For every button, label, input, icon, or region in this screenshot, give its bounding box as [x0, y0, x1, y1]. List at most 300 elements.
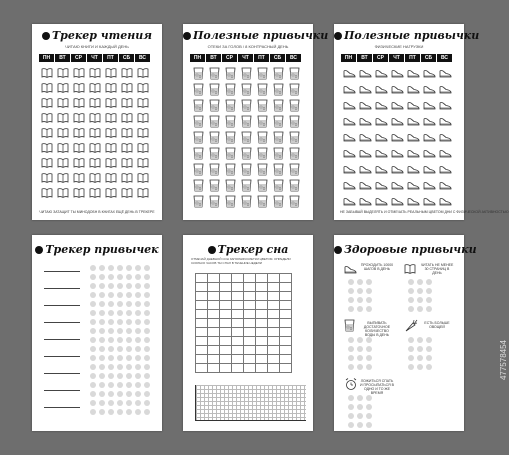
water-glass-icon[interactable] — [254, 97, 270, 113]
sleep-cell[interactable] — [220, 310, 232, 319]
water-glass-icon[interactable] — [238, 113, 254, 129]
sleep-cell[interactable] — [268, 346, 280, 355]
sleep-cell[interactable] — [232, 355, 244, 364]
book-icon[interactable] — [39, 155, 55, 170]
water-glass-icon[interactable] — [222, 145, 238, 161]
habit-dot[interactable] — [135, 391, 141, 397]
book-icon[interactable] — [119, 140, 135, 155]
water-glass-icon[interactable] — [206, 177, 222, 193]
sleep-cell[interactable] — [196, 337, 208, 346]
habit-dot[interactable] — [90, 391, 96, 397]
sleep-cell[interactable] — [280, 346, 292, 355]
habit-dot[interactable] — [90, 337, 96, 343]
health-dot[interactable] — [357, 306, 363, 312]
habit-dot[interactable] — [135, 301, 141, 307]
habit-dot[interactable] — [90, 355, 96, 361]
water-glass-icon[interactable] — [238, 65, 254, 81]
health-dot[interactable] — [408, 355, 414, 361]
habit-dot[interactable] — [108, 301, 114, 307]
habit-dot[interactable] — [117, 346, 123, 352]
habit-name-line[interactable] — [44, 339, 80, 340]
sneaker-icon[interactable] — [373, 81, 389, 97]
sleep-cell[interactable] — [244, 364, 256, 373]
habit-name-line[interactable] — [44, 305, 80, 306]
sleep-cell[interactable] — [280, 355, 292, 364]
water-glass-icon[interactable] — [190, 177, 206, 193]
sleep-cell[interactable] — [208, 328, 220, 337]
sneaker-icon[interactable] — [357, 193, 373, 209]
habit-name-line[interactable] — [44, 322, 80, 323]
habit-dot[interactable] — [108, 373, 114, 379]
book-icon[interactable] — [87, 140, 103, 155]
sleep-cell[interactable] — [280, 274, 292, 283]
book-icon[interactable] — [119, 80, 135, 95]
sleep-cell[interactable] — [232, 274, 244, 283]
health-dot[interactable] — [348, 337, 354, 343]
water-glass-icon[interactable] — [222, 129, 238, 145]
water-glass-icon[interactable] — [254, 81, 270, 97]
book-icon[interactable] — [87, 110, 103, 125]
habit-name-line[interactable] — [44, 407, 80, 408]
habit-dot[interactable] — [144, 310, 150, 316]
sneaker-icon[interactable] — [405, 97, 421, 113]
sneaker-icon[interactable] — [437, 65, 453, 81]
health-dot[interactable] — [357, 413, 363, 419]
water-glass-icon[interactable] — [254, 113, 270, 129]
health-dot[interactable] — [408, 364, 414, 370]
book-icon[interactable] — [103, 185, 119, 200]
sleep-cell[interactable] — [196, 346, 208, 355]
habit-dot[interactable] — [126, 382, 132, 388]
book-icon[interactable] — [103, 95, 119, 110]
health-dot[interactable] — [366, 306, 372, 312]
book-icon[interactable] — [55, 125, 71, 140]
sleep-cell[interactable] — [220, 274, 232, 283]
sleep-cell[interactable] — [244, 319, 256, 328]
habit-dot[interactable] — [117, 409, 123, 415]
habit-dot[interactable] — [126, 301, 132, 307]
sneaker-icon[interactable] — [421, 145, 437, 161]
book-icon[interactable] — [135, 170, 151, 185]
health-dot[interactable] — [426, 337, 432, 343]
habit-dot[interactable] — [144, 409, 150, 415]
health-dot[interactable] — [357, 297, 363, 303]
habit-dot[interactable] — [135, 319, 141, 325]
book-icon[interactable] — [71, 80, 87, 95]
water-glass-icon[interactable] — [222, 97, 238, 113]
book-icon[interactable] — [55, 155, 71, 170]
water-glass-icon[interactable] — [270, 129, 286, 145]
water-glass-icon[interactable] — [190, 65, 206, 81]
sleep-cell[interactable] — [232, 292, 244, 301]
habit-dot[interactable] — [90, 301, 96, 307]
habit-name-line[interactable] — [44, 390, 80, 391]
health-dot[interactable] — [366, 279, 372, 285]
sneaker-icon[interactable] — [421, 65, 437, 81]
sneaker-icon[interactable] — [357, 161, 373, 177]
water-glass-icon[interactable] — [286, 129, 302, 145]
sneaker-icon[interactable] — [341, 113, 357, 129]
sleep-cell[interactable] — [232, 337, 244, 346]
sneaker-icon[interactable] — [357, 65, 373, 81]
book-icon[interactable] — [119, 110, 135, 125]
book-icon[interactable] — [135, 110, 151, 125]
habit-dot[interactable] — [144, 283, 150, 289]
book-icon[interactable] — [87, 65, 103, 80]
sleep-cell[interactable] — [244, 337, 256, 346]
sleep-cell[interactable] — [220, 355, 232, 364]
habit-dot[interactable] — [90, 373, 96, 379]
book-icon[interactable] — [103, 140, 119, 155]
habit-dot[interactable] — [144, 400, 150, 406]
water-glass-icon[interactable] — [286, 145, 302, 161]
habit-dot[interactable] — [135, 328, 141, 334]
habit-dot[interactable] — [144, 328, 150, 334]
habit-dot[interactable] — [90, 292, 96, 298]
sleep-cell[interactable] — [268, 292, 280, 301]
sneaker-icon[interactable] — [437, 113, 453, 129]
habit-dot[interactable] — [90, 265, 96, 271]
health-dot[interactable] — [408, 337, 414, 343]
book-icon[interactable] — [119, 65, 135, 80]
sleep-cell[interactable] — [232, 283, 244, 292]
habit-name-line[interactable] — [44, 356, 80, 357]
habit-dot[interactable] — [144, 373, 150, 379]
health-dot[interactable] — [348, 297, 354, 303]
habit-dot[interactable] — [108, 355, 114, 361]
health-dot[interactable] — [348, 395, 354, 401]
water-glass-icon[interactable] — [270, 193, 286, 209]
sleep-cell[interactable] — [280, 310, 292, 319]
sleep-cell[interactable] — [256, 364, 268, 373]
sleep-cell[interactable] — [268, 274, 280, 283]
habit-dot[interactable] — [117, 310, 123, 316]
water-glass-icon[interactable] — [238, 129, 254, 145]
health-dot[interactable] — [408, 279, 414, 285]
sleep-cell[interactable] — [268, 364, 280, 373]
sneaker-icon[interactable] — [437, 129, 453, 145]
water-glass-icon[interactable] — [238, 81, 254, 97]
sneaker-icon[interactable] — [341, 129, 357, 145]
habit-dot[interactable] — [99, 337, 105, 343]
sleep-cell[interactable] — [244, 283, 256, 292]
habit-name-line[interactable] — [44, 288, 80, 289]
book-icon[interactable] — [55, 185, 71, 200]
sneaker-icon[interactable] — [357, 81, 373, 97]
water-glass-icon[interactable] — [254, 65, 270, 81]
habit-dot[interactable] — [90, 364, 96, 370]
habit-dot[interactable] — [108, 283, 114, 289]
sneaker-icon[interactable] — [389, 177, 405, 193]
sleep-cell[interactable] — [280, 319, 292, 328]
sleep-cell[interactable] — [220, 283, 232, 292]
health-dot[interactable] — [426, 364, 432, 370]
sneaker-icon[interactable] — [341, 65, 357, 81]
health-dot[interactable] — [366, 364, 372, 370]
habit-dot[interactable] — [108, 382, 114, 388]
habit-dot[interactable] — [99, 328, 105, 334]
health-dot[interactable] — [357, 346, 363, 352]
book-icon[interactable] — [103, 65, 119, 80]
health-dot[interactable] — [408, 288, 414, 294]
book-icon[interactable] — [39, 185, 55, 200]
health-dot[interactable] — [408, 297, 414, 303]
health-dot[interactable] — [348, 346, 354, 352]
book-icon[interactable] — [103, 125, 119, 140]
water-glass-icon[interactable] — [286, 177, 302, 193]
sleep-cell[interactable] — [280, 328, 292, 337]
habit-dot[interactable] — [117, 364, 123, 370]
book-icon[interactable] — [71, 140, 87, 155]
sleep-cell[interactable] — [208, 310, 220, 319]
sleep-cell[interactable] — [268, 337, 280, 346]
sleep-cell[interactable] — [220, 364, 232, 373]
book-icon[interactable] — [55, 170, 71, 185]
habit-dot[interactable] — [108, 265, 114, 271]
sleep-cell[interactable] — [196, 319, 208, 328]
book-icon[interactable] — [39, 80, 55, 95]
water-glass-icon[interactable] — [222, 161, 238, 177]
sleep-cell[interactable] — [280, 364, 292, 373]
sleep-cell[interactable] — [268, 301, 280, 310]
sneaker-icon[interactable] — [389, 97, 405, 113]
habit-dot[interactable] — [99, 364, 105, 370]
book-icon[interactable] — [87, 80, 103, 95]
sleep-cell[interactable] — [256, 355, 268, 364]
sleep-cell[interactable] — [280, 292, 292, 301]
sneaker-icon[interactable] — [373, 97, 389, 113]
habit-dot[interactable] — [117, 337, 123, 343]
sneaker-icon[interactable] — [357, 145, 373, 161]
health-dot[interactable] — [366, 395, 372, 401]
health-dot[interactable] — [366, 355, 372, 361]
sleep-cell[interactable] — [196, 283, 208, 292]
sleep-cell[interactable] — [244, 355, 256, 364]
sneaker-icon[interactable] — [405, 81, 421, 97]
water-glass-icon[interactable] — [190, 81, 206, 97]
book-icon[interactable] — [87, 95, 103, 110]
water-glass-icon[interactable] — [238, 193, 254, 209]
water-glass-icon[interactable] — [190, 129, 206, 145]
habit-dot[interactable] — [117, 265, 123, 271]
sneaker-icon[interactable] — [373, 161, 389, 177]
sneaker-icon[interactable] — [405, 129, 421, 145]
sleep-cell[interactable] — [208, 274, 220, 283]
habit-dot[interactable] — [135, 292, 141, 298]
sneaker-icon[interactable] — [341, 177, 357, 193]
sleep-cell[interactable] — [256, 274, 268, 283]
sleep-cell[interactable] — [220, 337, 232, 346]
sleep-cell[interactable] — [244, 274, 256, 283]
water-glass-icon[interactable] — [206, 97, 222, 113]
water-glass-icon[interactable] — [190, 193, 206, 209]
sneaker-icon[interactable] — [389, 193, 405, 209]
water-glass-icon[interactable] — [254, 129, 270, 145]
sleep-cell[interactable] — [268, 319, 280, 328]
book-icon[interactable] — [87, 155, 103, 170]
habit-dot[interactable] — [126, 373, 132, 379]
sleep-cell[interactable] — [232, 328, 244, 337]
habit-dot[interactable] — [144, 265, 150, 271]
health-dot[interactable] — [348, 404, 354, 410]
water-glass-icon[interactable] — [254, 161, 270, 177]
habit-name-line[interactable] — [44, 373, 80, 374]
health-dot[interactable] — [366, 297, 372, 303]
health-dot[interactable] — [366, 337, 372, 343]
health-dot[interactable] — [348, 279, 354, 285]
sneaker-icon[interactable] — [389, 161, 405, 177]
book-icon[interactable] — [135, 140, 151, 155]
habit-dot[interactable] — [108, 274, 114, 280]
water-glass-icon[interactable] — [270, 177, 286, 193]
habit-dot[interactable] — [135, 310, 141, 316]
book-icon[interactable] — [71, 110, 87, 125]
sleep-cell[interactable] — [268, 283, 280, 292]
book-icon[interactable] — [55, 110, 71, 125]
book-icon[interactable] — [135, 80, 151, 95]
sleep-cell[interactable] — [232, 301, 244, 310]
sleep-cell[interactable] — [220, 346, 232, 355]
habit-dot[interactable] — [135, 274, 141, 280]
water-glass-icon[interactable] — [286, 113, 302, 129]
habit-dot[interactable] — [126, 310, 132, 316]
sleep-cell[interactable] — [244, 328, 256, 337]
health-dot[interactable] — [357, 337, 363, 343]
sleep-cell[interactable] — [208, 364, 220, 373]
sleep-cell[interactable] — [220, 328, 232, 337]
sleep-cell[interactable] — [196, 310, 208, 319]
habit-dot[interactable] — [99, 310, 105, 316]
sleep-cell[interactable] — [256, 283, 268, 292]
book-icon[interactable] — [119, 95, 135, 110]
habit-dot[interactable] — [117, 391, 123, 397]
book-icon[interactable] — [71, 155, 87, 170]
water-glass-icon[interactable] — [206, 145, 222, 161]
sleep-cell[interactable] — [244, 346, 256, 355]
sneaker-icon[interactable] — [389, 145, 405, 161]
sneaker-icon[interactable] — [373, 113, 389, 129]
sleep-cell[interactable] — [244, 292, 256, 301]
sneaker-icon[interactable] — [341, 81, 357, 97]
habit-dot[interactable] — [126, 346, 132, 352]
sneaker-icon[interactable] — [373, 177, 389, 193]
health-dot[interactable] — [357, 364, 363, 370]
book-icon[interactable] — [135, 185, 151, 200]
sleep-cell[interactable] — [220, 292, 232, 301]
book-icon[interactable] — [135, 95, 151, 110]
book-icon[interactable] — [39, 65, 55, 80]
habit-dot[interactable] — [90, 283, 96, 289]
health-dot[interactable] — [348, 364, 354, 370]
habit-dot[interactable] — [90, 346, 96, 352]
habit-dot[interactable] — [99, 319, 105, 325]
habit-dot[interactable] — [117, 301, 123, 307]
habit-dot[interactable] — [126, 355, 132, 361]
book-icon[interactable] — [71, 95, 87, 110]
sleep-cell[interactable] — [256, 319, 268, 328]
sneaker-icon[interactable] — [421, 193, 437, 209]
habit-dot[interactable] — [90, 310, 96, 316]
habit-dot[interactable] — [135, 265, 141, 271]
book-icon[interactable] — [71, 170, 87, 185]
sneaker-icon[interactable] — [341, 97, 357, 113]
habit-dot[interactable] — [126, 274, 132, 280]
habit-dot[interactable] — [108, 310, 114, 316]
water-glass-icon[interactable] — [270, 81, 286, 97]
habit-dot[interactable] — [135, 337, 141, 343]
habit-dot[interactable] — [126, 292, 132, 298]
sneaker-icon[interactable] — [357, 97, 373, 113]
habit-dot[interactable] — [90, 328, 96, 334]
habit-dot[interactable] — [144, 337, 150, 343]
sleep-cell[interactable] — [196, 328, 208, 337]
water-glass-icon[interactable] — [270, 145, 286, 161]
habit-dot[interactable] — [99, 391, 105, 397]
book-icon[interactable] — [55, 140, 71, 155]
health-dot[interactable] — [357, 355, 363, 361]
sneaker-icon[interactable] — [357, 113, 373, 129]
book-icon[interactable] — [71, 185, 87, 200]
sleep-cell[interactable] — [280, 301, 292, 310]
habit-dot[interactable] — [144, 274, 150, 280]
health-dot[interactable] — [417, 337, 423, 343]
sneaker-icon[interactable] — [373, 145, 389, 161]
water-glass-icon[interactable] — [222, 81, 238, 97]
habit-dot[interactable] — [99, 400, 105, 406]
habit-dot[interactable] — [90, 400, 96, 406]
sleep-cell[interactable] — [208, 319, 220, 328]
habit-dot[interactable] — [144, 355, 150, 361]
habit-dot[interactable] — [135, 382, 141, 388]
water-glass-icon[interactable] — [286, 193, 302, 209]
habit-dot[interactable] — [108, 409, 114, 415]
book-icon[interactable] — [119, 170, 135, 185]
sneaker-icon[interactable] — [405, 177, 421, 193]
habit-dot[interactable] — [135, 400, 141, 406]
habit-dot[interactable] — [144, 364, 150, 370]
habit-dot[interactable] — [126, 265, 132, 271]
habit-dot[interactable] — [135, 373, 141, 379]
book-icon[interactable] — [103, 110, 119, 125]
sleep-cell[interactable] — [220, 301, 232, 310]
book-icon[interactable] — [55, 65, 71, 80]
sleep-cell[interactable] — [244, 310, 256, 319]
habit-dot[interactable] — [108, 337, 114, 343]
health-dot[interactable] — [357, 404, 363, 410]
health-dot[interactable] — [417, 364, 423, 370]
habit-dot[interactable] — [135, 283, 141, 289]
habit-dot[interactable] — [99, 283, 105, 289]
sleep-cell[interactable] — [268, 310, 280, 319]
water-glass-icon[interactable] — [206, 65, 222, 81]
health-dot[interactable] — [357, 395, 363, 401]
habit-dot[interactable] — [144, 382, 150, 388]
sleep-cell[interactable] — [196, 292, 208, 301]
sleep-cell[interactable] — [196, 274, 208, 283]
health-dot[interactable] — [348, 355, 354, 361]
book-icon[interactable] — [119, 185, 135, 200]
habit-dot[interactable] — [117, 400, 123, 406]
habit-dot[interactable] — [144, 391, 150, 397]
habit-dot[interactable] — [99, 373, 105, 379]
sneaker-icon[interactable] — [421, 177, 437, 193]
habit-dot[interactable] — [108, 400, 114, 406]
habit-dot[interactable] — [108, 292, 114, 298]
book-icon[interactable] — [119, 155, 135, 170]
habit-dot[interactable] — [117, 274, 123, 280]
book-icon[interactable] — [39, 95, 55, 110]
sleep-cell[interactable] — [196, 355, 208, 364]
